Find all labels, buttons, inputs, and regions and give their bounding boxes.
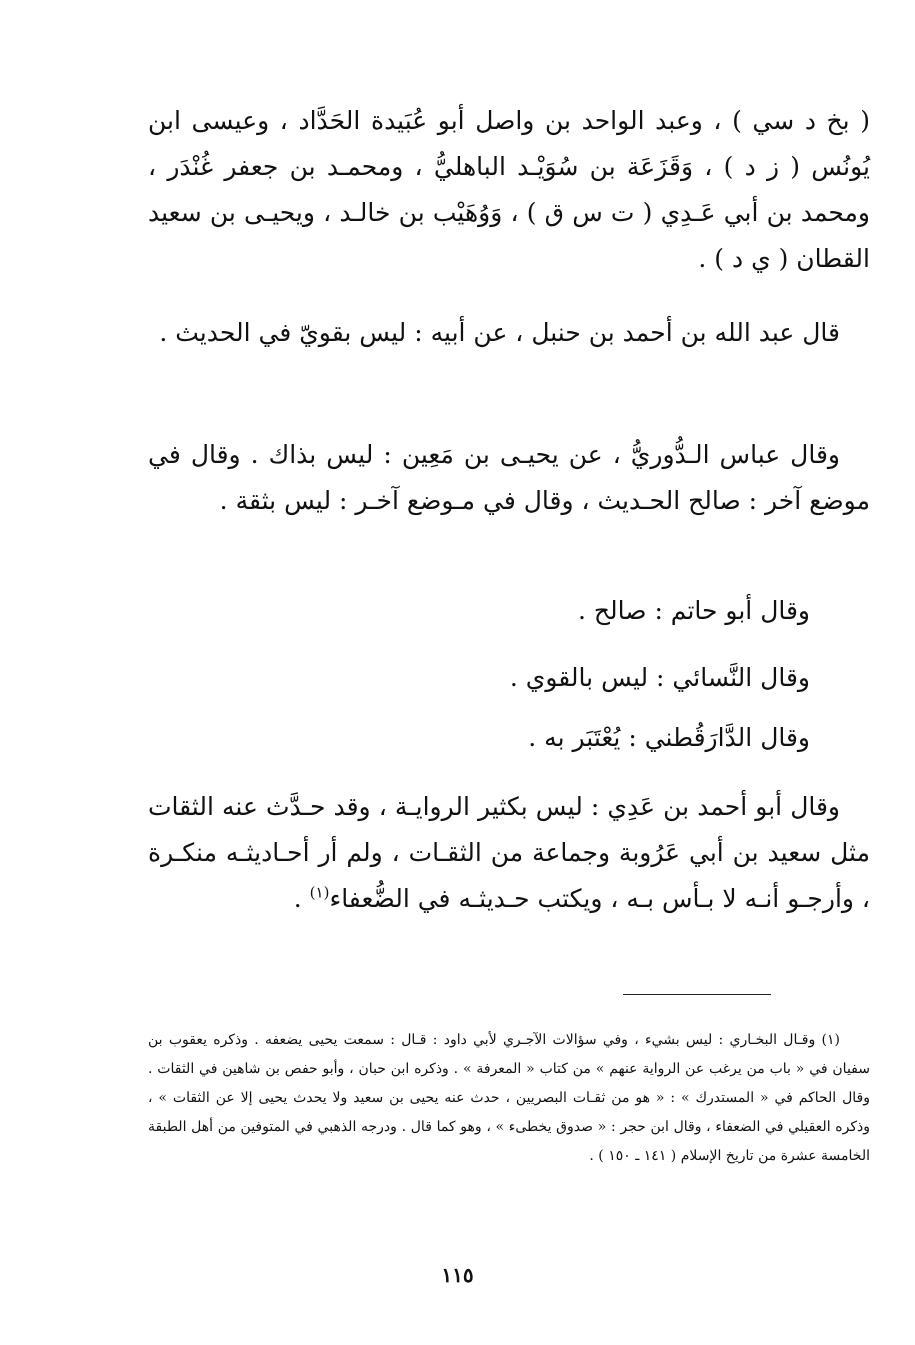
paragraph-2: قال عبد الله بن أحمد بن حنبل ، عن أبيه : ليس بقويّ في الحديث . [159,318,840,347]
footnote-reference-mark: (١) [309,883,330,902]
paragraph-7 [148,784,870,922]
paragraph-1: ( بخ د سي ) ، وعبد الواحد بن واصل أبو عُبَيدة الحَدَّاد ، وعيسى ابن يُونُس ( ز د ) ، وَقَزَعَة بن سُوَيْـد الباهليُّ ، ومحمـد بن جعفر غُنْدَر ، ومحمد بن أبي عَـدِي ( ت س ق ) ، وَوُهَيْب بن خالـد ، ويحيـى بن سعيد القطان ( ي د ) . [148,106,870,273]
paragraph-3: وقال عباس الـدُّوريُّ ، عن يحيـى بن مَعِين : ليس بذاك . وقال في موضع آخر : صالح الحـديث ، وقال في مـوضع آخـر : ليس بثقة . [148,440,870,515]
paragraph-4: وقال أبو حاتم : صالح . [578,596,810,625]
paragraph-5: وقال النَّسائي : ليس بالقوي . [509,663,810,692]
page-number: ١١٥ [441,1263,474,1287]
paragraph-7-text: وقال أبو أحمد بن عَدِي : ليس بكثير الروايـة ، وقد حـدَّث عنه الثقات مثل سعيد بن أبي عَرُوبة وجماعة من الثقـات ، ولم أر أحـاديثـه منكـرة ، وأرجـو أنـه لا بـأس بـه ، ويكتب حـديثـه في الضُّعفاء [148,792,870,913]
paragraph-6: وقال الدَّارَقُطني : يُعْتَبَر به . [528,723,810,752]
paragraph-7-end: . [293,884,310,913]
footnote-1: (١) وقـال البخـاري : ليس بشيء ، وفي سؤالات الآجـري لأبي داود : قـال : سمعت يحيى يضعفه . وذكره يعقوب بن سفيان في « باب من يرغب عن الرواية عنهم » من كتاب « المعرفة » . وذكره ابن حبان ، وأبو حفص بن شاهين في الثقات . وقال الحاكم في « المستدرك » : « هو من ثقـات البصريين ، حدث عنه يحيى بن سعيد ولا يحدث يحيى إلا عن الثقات » ، وذكره العقيلي في الضعفاء ، وقال ابن حجر : « صدوق يخطىء » ، وهو كما قال . ودرجه الذهبي في المتوفين من أهل الطبقة الخامسة عشرة من تاريخ الإسلام ( ١٤١ ـ ١٥٠ ) . [148,1032,870,1164]
footnote-separator [623,994,771,995]
